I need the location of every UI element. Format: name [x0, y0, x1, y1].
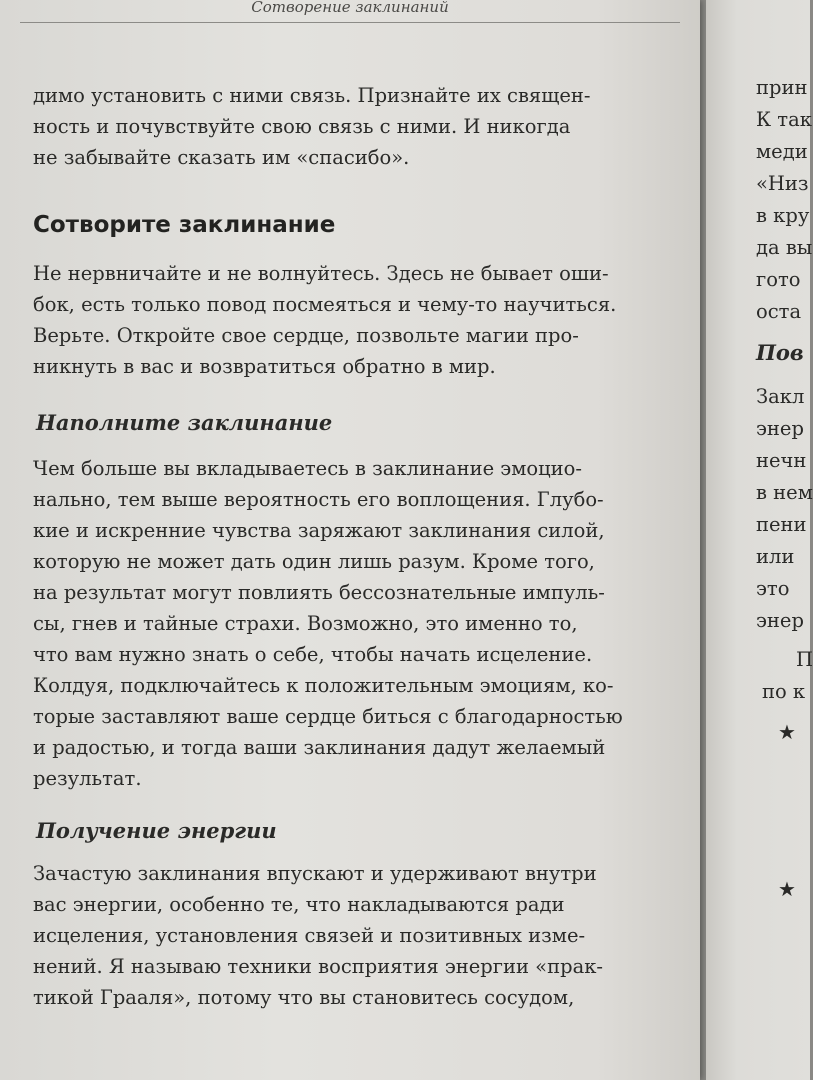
right-fragment: пени — [756, 513, 807, 536]
header-rule — [20, 22, 680, 23]
text-line: Чем больше вы вкладываетесь в заклинание эмоцио- — [33, 457, 582, 480]
text-line: результат. — [33, 767, 142, 790]
right-fragment: энер — [756, 609, 804, 632]
text-line: нально, тем выше вероятность его воплощения. Глубо- — [33, 488, 604, 511]
star-bullet-icon: ★ — [778, 720, 796, 744]
text-line: сы, гнев и тайные страхи. Возможно, это именно то, — [33, 612, 578, 635]
right-fragment: это — [756, 577, 790, 600]
text-line: торые заставляют ваше сердце биться с благодарностью — [33, 705, 623, 728]
right-fragment: «Низ — [756, 172, 809, 195]
right-fragment: нечн — [756, 449, 807, 472]
running-head: Сотворение заклинаний — [251, 0, 449, 16]
right-fragment: да вы — [756, 236, 813, 259]
text-line: не забывайте сказать им «спасибо». — [33, 146, 410, 169]
text-line: Верьте. Откройте свое сердце, позвольте магии про- — [33, 324, 579, 347]
text-line: исцеления, установления связей и позитивных изме- — [33, 924, 586, 947]
right-fragment: в нем — [756, 481, 813, 504]
right-fragment: энер — [756, 417, 804, 440]
star-bullet-icon: ★ — [778, 877, 796, 901]
right-fragment: в кру — [756, 204, 810, 227]
text-line: тикой Грааля», потому что вы становитесь сосудом, — [33, 986, 575, 1009]
text-line: бок, есть только повод посмеяться и чему-то научиться. — [33, 293, 617, 316]
right-fragment: П — [796, 648, 813, 671]
right-fragment: прин — [756, 76, 808, 99]
section-paragraph — [33, 258, 673, 382]
right-fragment: меди — [756, 140, 808, 163]
energy-paragraph — [33, 858, 673, 1013]
right-fragment: оста — [756, 300, 802, 323]
text-line: и радостью, и тогда ваши заклинания дадут желаемый — [33, 736, 606, 759]
text-line: нений. Я называю техники восприятия энергии «прак- — [33, 955, 603, 978]
text-line: на результат могут повлиять бессознательные импуль- — [33, 581, 605, 604]
right-fragment: гото — [756, 268, 801, 291]
right-heading-fragment: Пов — [756, 340, 804, 365]
text-line: вас энергии, особенно те, что накладываются ради — [33, 893, 565, 916]
text-line: Не нервничайте и не волнуйтесь. Здесь не бывает оши- — [33, 262, 609, 285]
subheading-energy: Получение энергии — [36, 818, 277, 843]
text-line: что вам нужно знать о себе, чтобы начать исцеление. — [33, 643, 593, 666]
right-page — [706, 0, 813, 1080]
text-line: димо установить с ними связь. Признайте их священ- — [33, 84, 591, 107]
text-line: ность и почувствуйте свою связь с ними. И никогда — [33, 115, 571, 138]
fill-paragraph — [33, 453, 673, 794]
text-line: Колдуя, подключайтесь к положительным эмоциям, ко- — [33, 674, 614, 697]
right-fragment: или — [756, 545, 795, 568]
text-line: Зачастую заклинания впускают и удерживают внутри — [33, 862, 597, 885]
text-line: никнуть в вас и возвратиться обратно в мир. — [33, 355, 496, 378]
section-heading: Сотворите заклинание — [33, 212, 336, 238]
right-fragment: К так — [756, 108, 812, 131]
intro-paragraph — [33, 80, 673, 173]
text-line: которую не может дать один лишь разум. Кроме того, — [33, 550, 595, 573]
subheading-fill: Наполните заклинание — [36, 410, 333, 435]
right-fragment: по к — [762, 680, 806, 703]
right-fragment: Закл — [756, 385, 805, 408]
text-line: кие и искренние чувства заряжают заклинания силой, — [33, 519, 605, 542]
